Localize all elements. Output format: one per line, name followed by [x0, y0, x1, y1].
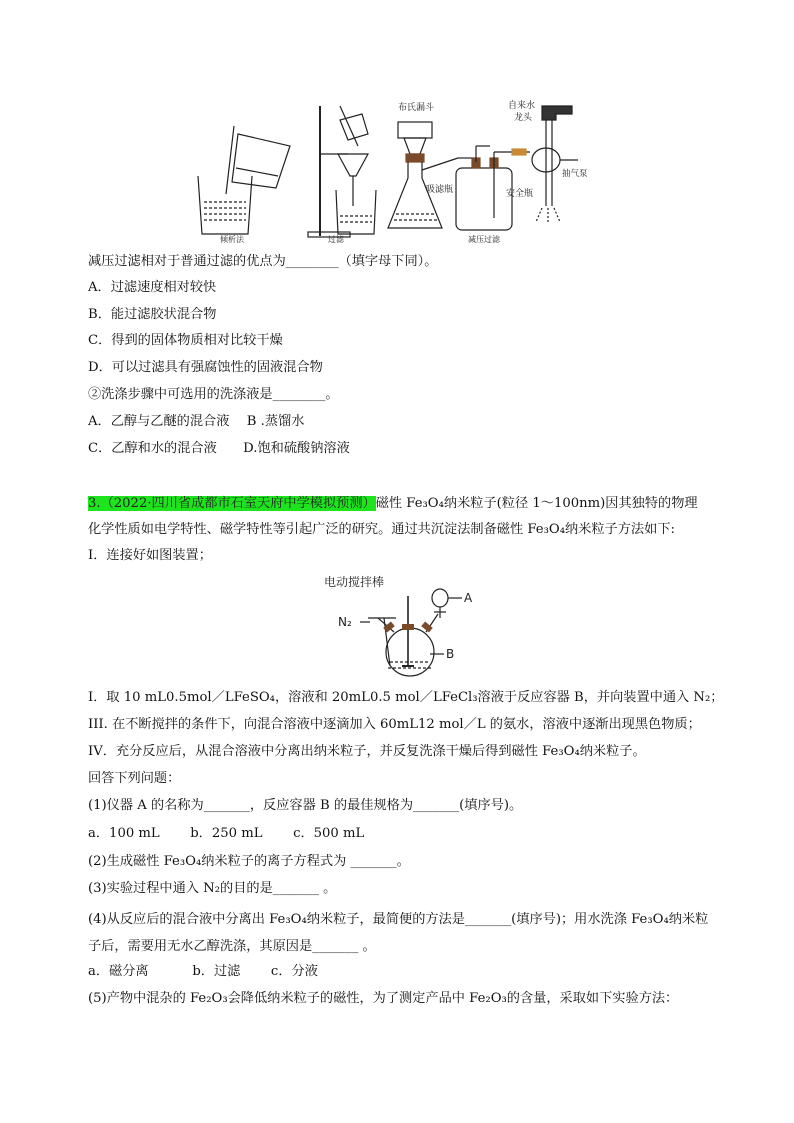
- option-d: D．可以过滤具有强腐蚀性的固液混合物: [88, 360, 323, 375]
- lower-beaker-icon: [198, 176, 252, 234]
- question-3-intro: [88, 491, 710, 543]
- label-buchner-funnel: 布氏漏斗: [398, 103, 435, 113]
- label-b: B: [446, 647, 455, 661]
- label-stirrer: 电动搅拌棒: [324, 575, 385, 589]
- question-4: (4)从反应后的混合液中分离出 Fe₃O₄纳米粒子，最简便的方法是_______(填序号)；用水洗涤 Fe₃O₄纳米粒子后，需要用无水乙醇洗涤，其原因是_______ 。: [88, 912, 709, 954]
- options-cd: C．乙醇和水的混合液 D.饱和硫酸钠溶液: [88, 441, 350, 456]
- water-tap-icon: [542, 106, 572, 120]
- question-5: (5)产物中混杂的 Fe₂O₃会降低纳米粒子的磁性，为了测定产品中 Fe₂O₃的含量，采取如下实验方法：: [88, 991, 679, 1006]
- step-3: III. 在不断搅拌的条件下，向混合溶液中逐滴加入 60mL12 mol／L 的氨水，溶液中逐渐出现黑色物质；: [88, 717, 701, 732]
- safety-bottle-icon: [456, 168, 512, 230]
- answer-prompt: 回答下列问题：: [88, 771, 181, 786]
- dropping-funnel-icon: [432, 589, 448, 607]
- funnel-icon: [338, 154, 368, 176]
- suction-flask-icon: [388, 162, 442, 228]
- question-1-options: a．100 mL b．250 mL c．500 mL: [88, 826, 365, 841]
- step-1: I．连接好如图装置；: [88, 548, 212, 563]
- caption-vacuum: 减压过滤: [468, 235, 500, 244]
- step-2: I．取 10 mL0.5mol／LFeSO₄，溶液和 20mL0.5 mol／LFeCl₃溶液于反应容器 B，并向装置中通入 N₂；: [88, 690, 724, 705]
- tilted-beaker-icon: [232, 134, 290, 188]
- label-safety-bottle: 安全瓶: [506, 189, 534, 199]
- source-tag: 3.（2022·四川省成都市石室天府中学模拟预测）: [88, 496, 376, 511]
- label-n2: N₂: [338, 615, 352, 629]
- filtration-apparatus-figure: [190, 96, 590, 244]
- label-tap-2: 龙头: [514, 113, 533, 123]
- option-c: C．得到的固体物质相对比较干燥: [88, 333, 283, 348]
- question-4-options: a．磁分离 b．过滤 c．分液: [88, 964, 318, 979]
- caption-filter: 过滤: [328, 235, 344, 244]
- reaction-apparatus-figure: [318, 574, 498, 680]
- question-stem-advantage: 减压过滤相对于普通过滤的优点为________（填字母下同）。: [88, 254, 438, 269]
- sub-question-wash-liquid: ②洗涤步骤中可选用的洗涤液是________。: [88, 387, 339, 402]
- question-2: (2)生成磁性 Fe₃O₄纳米粒子的离子方程式为 _______。: [88, 854, 410, 869]
- label-suction-flask: 吸滤瓶: [426, 185, 454, 195]
- option-a: A．过滤速度相对较快: [88, 280, 217, 295]
- options-ab: A．乙醇与乙醚的混合液 B .蒸馏水: [88, 414, 305, 429]
- three-neck-flask-icon: [386, 628, 434, 676]
- buchner-funnel-icon: [398, 122, 432, 138]
- question-1: (1)仪器 A 的名称为_______，反应容器 B 的最佳规格为_______(填序号)。: [88, 798, 523, 813]
- intro-text: 磁性 Fe₃O₄纳米粒子(粒径 1～100nm)因其独特的物理化学性质如电学特性、磁学特性等引起广泛的研究。通过共沉淀法制备磁性 Fe₃O₄纳米粒子方法如下:: [88, 496, 698, 537]
- label-a: A: [464, 591, 473, 605]
- caption-decant: 倾析法: [220, 235, 244, 244]
- question-3: (3)实验过程中通入 N₂的目的是_______ 。: [88, 881, 337, 896]
- step-4: IV．充分反应后，从混合溶液中分离出纳米粒子，并反复洗涤干燥后得到磁性 Fe₃O₄纳米粒子。: [88, 744, 646, 759]
- option-b: B．能过滤胶状混合物: [88, 307, 217, 322]
- label-aspirator: 抽气泵: [562, 169, 588, 179]
- label-tap: 自来水: [508, 101, 536, 111]
